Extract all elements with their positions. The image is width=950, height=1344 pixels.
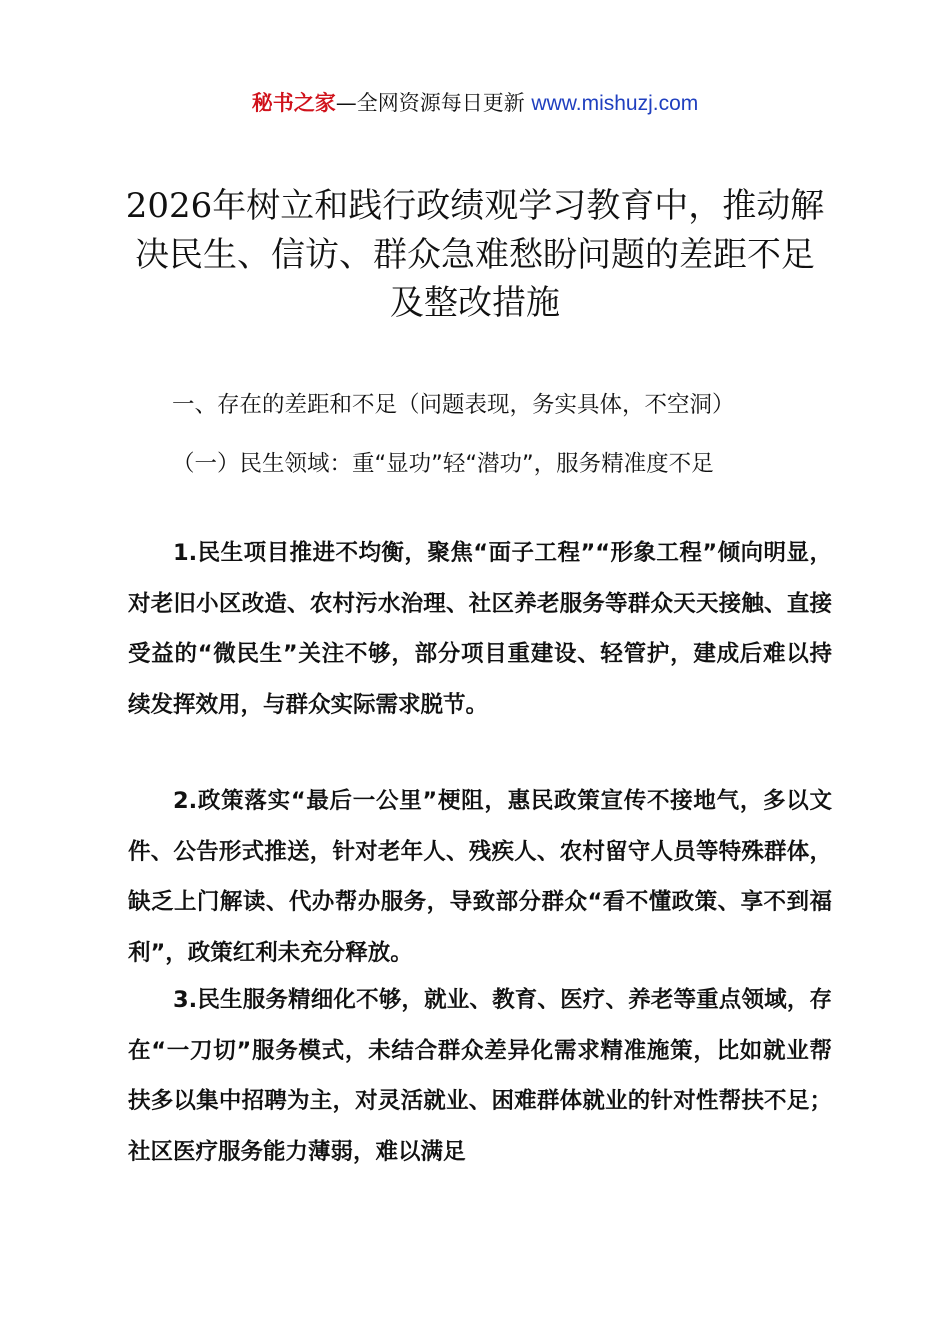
paragraph-2: 2.政策落实“最后一公里”梗阻，惠民政策宣传不接地气，多以文件、公告形式推送，针对老年人、残疾人、农村留守人员等特殊群体，缺乏上门解读、代办帮办服务，导致部分群众“看不懂政策、享不到福利”，政策红利未充分释放。 xyxy=(128,788,832,966)
site-header xyxy=(0,88,950,119)
section-heading: 一、存在的差距和不足（问题表现，务实具体，不空洞） xyxy=(172,392,735,418)
subsection-heading: （一）民生领域：重“显功”轻“潜功”，服务精准度不足 xyxy=(172,451,714,477)
document-title: 2026年树立和践行政绩观学习教育中，推动解决民生、信访、群众急难愁盼问题的差距不足及整改措施 xyxy=(125,186,825,323)
paragraph-3: 3.民生服务精细化不够，就业、教育、医疗、养老等重点领域，存在“一刀切”服务模式，未结合群众差异化需求精准施策，比如就业帮扶多以集中招聘为主，对灵活就业、困难群体就业的针对性帮扶不足；社区医疗服务能力薄弱，难以满足 xyxy=(128,987,832,1165)
site-brand: 秘书之家 xyxy=(251,91,336,115)
site-url[interactable]: www.mishuzj.com xyxy=(531,92,699,115)
site-tagline: —全网资源每日更新 xyxy=(335,91,532,115)
paragraph-1: 1.民生项目推进不均衡，聚焦“面子工程”“形象工程”倾向明显，对老旧小区改造、农村污水治理、社区养老服务等群众天天接触、直接受益的“微民生”关注不够，部分项目重建设、轻管护，建成后难以持续发挥效用，与群众实际需求脱节。 xyxy=(128,540,832,718)
